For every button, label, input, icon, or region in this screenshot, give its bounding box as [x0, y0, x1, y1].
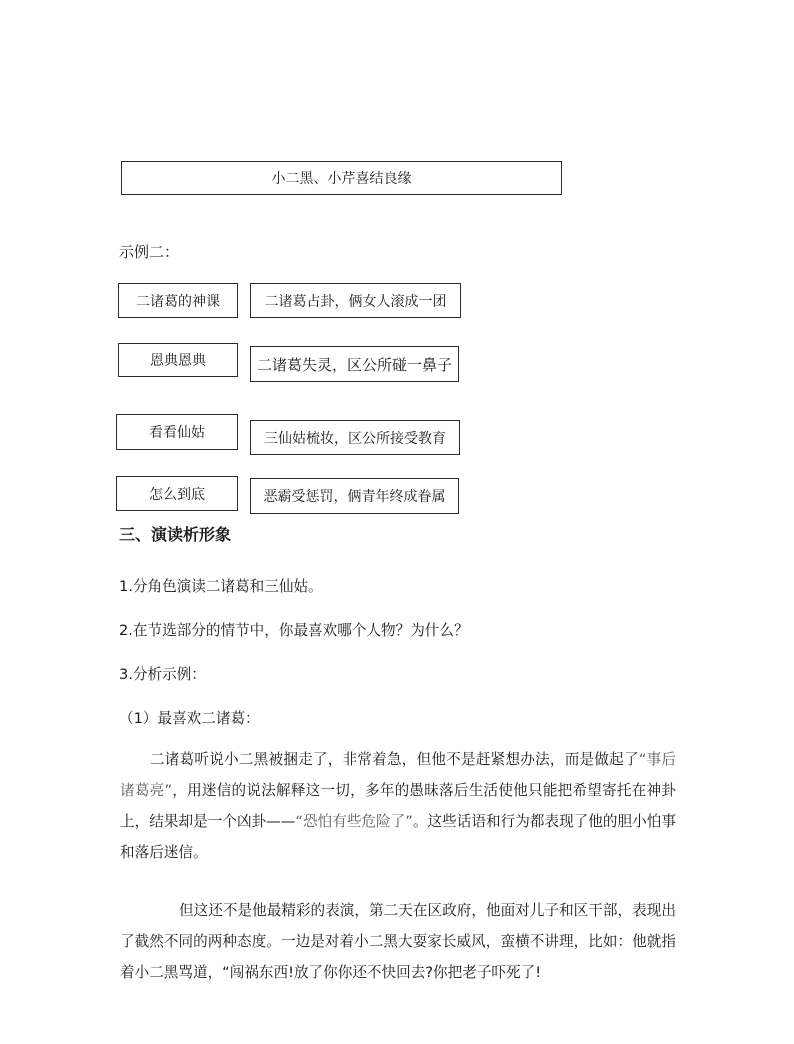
- paragraph-1-part-3: 。这些话语和行为都表现了他的胆小怕事和落后迷信。: [120, 813, 676, 861]
- title-box: [121, 161, 562, 195]
- plot-box-left-2: [118, 343, 238, 377]
- analysis-paragraph-2: [120, 895, 676, 988]
- list-item: 3.分析示例：: [119, 666, 206, 683]
- list-item: 1.分角色演读二诸葛和三仙姑。: [119, 578, 323, 595]
- plot-box-right-4: [250, 478, 459, 514]
- plot-box-left-3-text: 看看仙姑: [149, 425, 205, 441]
- title-box-text: 小二黑、小芹喜结良缘: [271, 171, 412, 187]
- plot-box-right-1-text: 二诸葛占卦，俩女人滚成一团: [264, 293, 447, 310]
- analysis-paragraph-1: [120, 744, 676, 868]
- plot-box-right-2: [250, 346, 459, 382]
- plot-box-left-3: [116, 414, 238, 450]
- plot-box-left-2-text: 恩典恩典: [150, 353, 206, 369]
- paragraph-1-quote-1: “事后诸葛亮”: [120, 751, 676, 799]
- paragraph-1-quote-2: “恐怕有些危险了”: [295, 813, 413, 830]
- paragraph-1-part-2: ，用迷信的说法解释这一切，多年的愚昧落后生活使他只能把希望寄托在神卦上，结果却是一个凶卦——: [120, 782, 676, 830]
- section-heading: 三、演读析形象: [119, 525, 232, 544]
- plot-box-left-1: [118, 283, 238, 318]
- list-item: 2.在节选部分的情节中，你最喜欢哪个人物？为什么？: [119, 622, 469, 639]
- sub-item: （1）最喜欢二诸葛：: [119, 710, 260, 727]
- plot-box-left-4: [116, 476, 238, 511]
- paragraph-1-part-1: 二诸葛听说小二黑被捆走了，非常着急，但他不是赶紧想办法，而是做起了: [150, 751, 639, 768]
- paragraph-2-text: 但这还不是他最精彩的表演，第二天在区政府，他面对儿子和区干部，表现出了截然不同的两种态度。一边是对着小二黑大耍家长威风，蛮横不讲理，比如：他就指着小二黑骂道，“闯祸东西!放了你你还不快回去?你把老子吓死了!: [120, 902, 676, 981]
- plot-box-right-4-text: 恶霸受惩罚，俩青年终成眷属: [263, 489, 446, 505]
- plot-box-right-3-text: 三仙姑梳妆，区公所接受教育: [264, 430, 446, 447]
- plot-box-right-1: [250, 283, 461, 318]
- example-label: 示例二：: [119, 243, 180, 261]
- plot-box-right-3: [250, 420, 460, 455]
- plot-box-left-4-text: 怎么到底: [149, 486, 205, 503]
- plot-box-left-1-text: 二诸葛的神课: [136, 293, 220, 310]
- plot-box-right-2-text: 二诸葛失灵，区公所碰一鼻子: [256, 355, 452, 374]
